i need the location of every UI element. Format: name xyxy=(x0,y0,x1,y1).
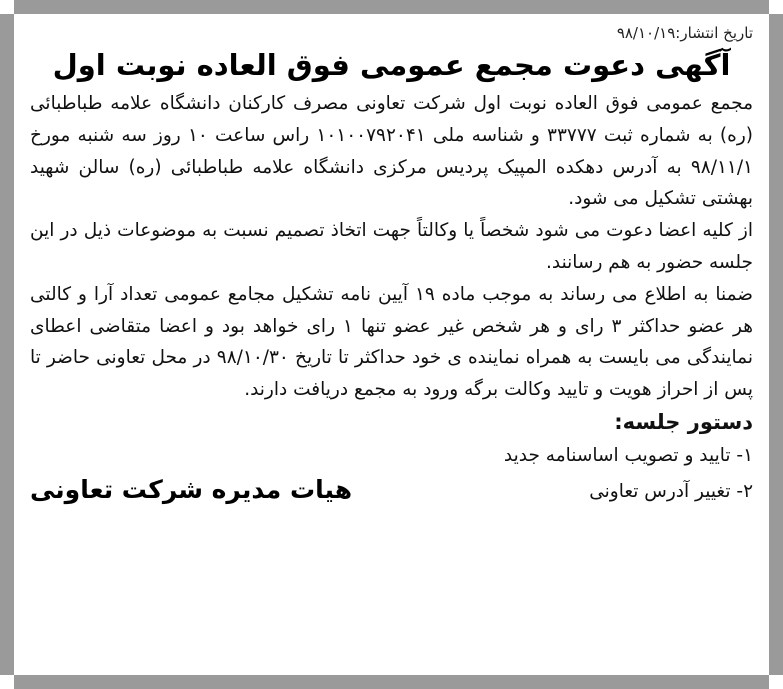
frame-corner xyxy=(769,675,783,689)
agenda-item: ۱- تایید و تصویب اساسنامه جدید xyxy=(503,444,753,466)
agenda-item: ۲- تغییر آدرس تعاونی xyxy=(589,480,753,502)
agenda-and-signature xyxy=(30,438,753,522)
notice-content xyxy=(30,22,753,663)
signature: هیات مدیره شرکت تعاونی xyxy=(30,474,353,504)
notice-paragraph-meeting: مجمع عمومی فوق العاده نوبت اول شرکت تعاونی مصرف کارکنان دانشگاه علامه طباطبائی (ره) به شماره ثبت ۳۳۷۷۷ و شناسه ملی ۱۰۱۰۰۷۹۲۰۴۱ راس ساعت ۱۰ روز سه شنبه مورخ ۹۸/۱۱/۱ به آدرس دهکده المپیک پردیس مرکزی دانشگاه علامه طباطبائی (ره) سالن شهید بهشتی تشکیل می شود. xyxy=(30,93,753,210)
frame-top-bar xyxy=(14,0,769,14)
agenda-title: دستور جلسه: xyxy=(614,409,753,434)
frame-corner xyxy=(0,0,14,14)
notice-paragraph-voting-rules: ضمنا به اطلاع می رساند به موجب ماده ۱۹ آیین نامه تشکیل مجامع عمومی تعداد آرا و کالتی هر عضو حداکثر ۳ رای و هر شخص غیر عضو تنها ۱ رای خواهد بود و اعضا متقاضی اعطای نمایندگی می بایست به همراه نماینده ی خود حداکثر تا تاریخ ۹۸/۱۰/۳۰ در محل تعاونی حاضر تا پس از احراز هویت و تایید وکالت برگه ورود به مجمع دریافت دارند. xyxy=(30,283,753,401)
frame-left-bar xyxy=(0,14,14,675)
frame-bottom-bar xyxy=(14,675,769,689)
publish-date: تاریخ انتشار:۹۸/۱۰/۱۹ xyxy=(616,24,753,42)
frame-corner xyxy=(0,675,14,689)
frame-corner xyxy=(769,0,783,14)
notice-paragraph-invitation: از کلیه اعضا دعوت می شود شخصاً یا وکالتاً جهت اتخاذ تصمیم نسبت به موضوعات ذیل در این جلسه حضور به هم رسانند. xyxy=(30,220,753,273)
frame-right-bar xyxy=(769,14,783,675)
agenda-list xyxy=(504,438,753,510)
notice-title: آگهی دعوت مجمع عمومی فوق العاده نوبت اول xyxy=(52,48,731,82)
